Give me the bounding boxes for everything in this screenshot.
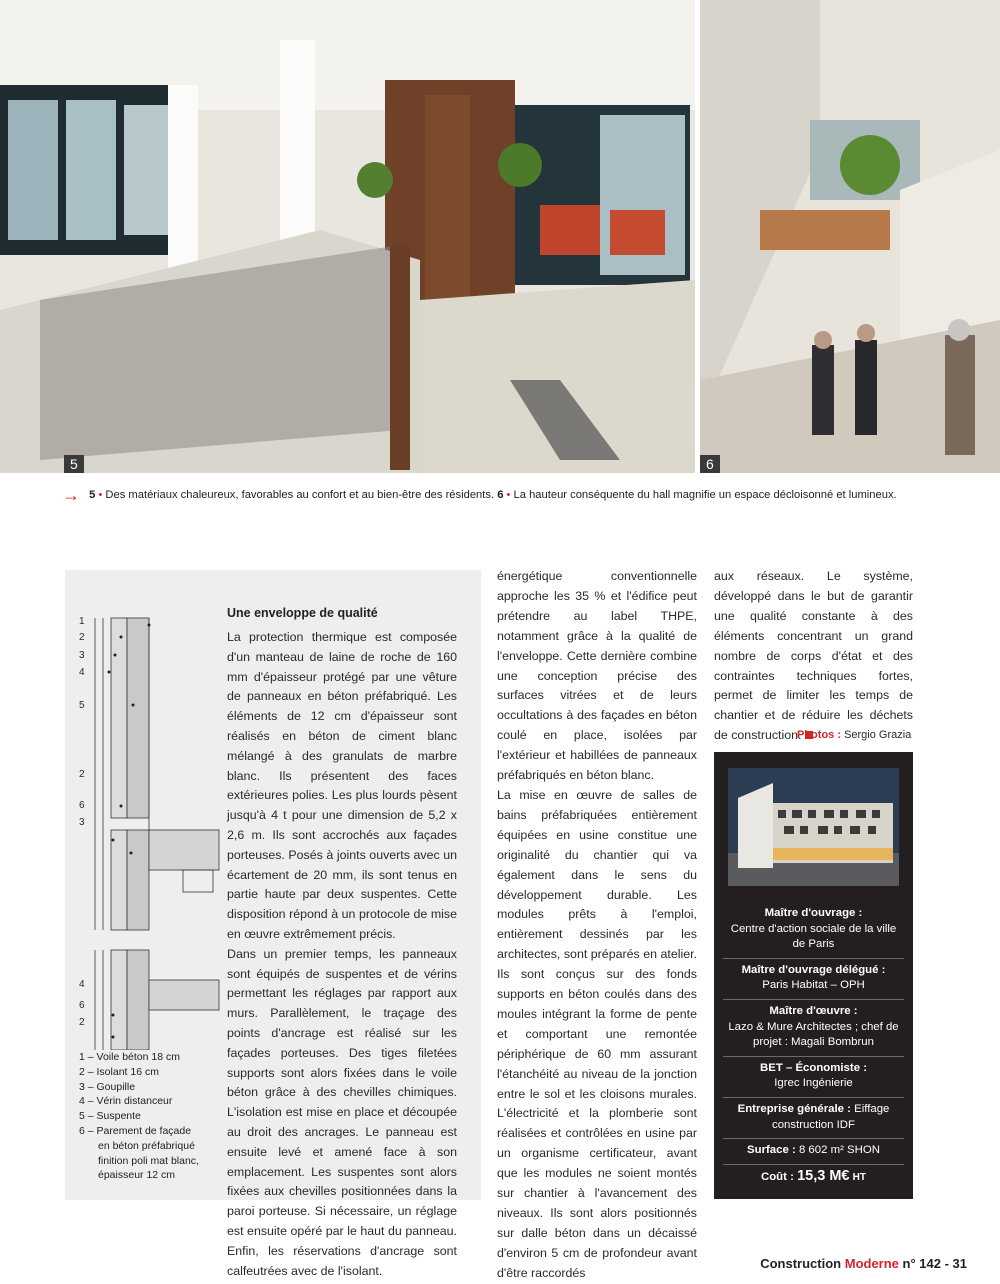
bullet-dot-icon: • bbox=[98, 489, 103, 501]
credit-label: Photos : bbox=[797, 729, 841, 741]
project-info-list bbox=[723, 902, 904, 1190]
info-bet-economiste bbox=[723, 1057, 904, 1098]
photo-number-6: 6 bbox=[700, 455, 720, 473]
info-maitre-ouvrage bbox=[723, 902, 904, 959]
caption-number-5: 5 bbox=[89, 489, 96, 501]
legend-item: 6 – Parement de façade bbox=[79, 1124, 192, 1137]
caption-text-6: La hauteur conséquente du hall magnifie un espace décloisonné et lumineux. bbox=[513, 489, 897, 501]
footer-magazine-b: Moderne bbox=[844, 1256, 899, 1271]
legend-item: 5 – Suspente bbox=[79, 1110, 141, 1123]
diagram-label: 6 bbox=[79, 1000, 85, 1011]
info-label: Entreprise générale : bbox=[737, 1102, 851, 1115]
photo-5-interior-hall bbox=[0, 0, 695, 473]
article-paragraph: énergétique conventionnelle approche les 35 % et l'édifice peut prétendre au label THPE, notamment grâce à la qualité de l'enveloppe. Cette dernière combine une conception précise des surfaces vitrées et de leurs occultations à des façades en béton coulé en place, isolées par l'extérieur et habillées de panneaux préfabriqués en béton blanc. bbox=[497, 569, 697, 783]
diagram-label: 4 bbox=[79, 667, 85, 678]
info-value: Centre d'action sociale de la ville de Paris bbox=[730, 922, 897, 951]
diagram-label: 5 bbox=[79, 700, 85, 711]
info-label: Maître d'œuvre : bbox=[769, 1004, 858, 1017]
diagram-label: 2 bbox=[79, 769, 85, 780]
legend-item: 3 – Goupille bbox=[79, 1080, 136, 1093]
legend-item: 2 – Isolant 16 cm bbox=[79, 1065, 159, 1078]
photo-6-atrium bbox=[700, 0, 1000, 473]
footer-magazine-a: Construction bbox=[760, 1256, 842, 1271]
diagram-legend bbox=[79, 1050, 219, 1183]
diagram-label: 6 bbox=[79, 800, 85, 811]
diagram-label: 4 bbox=[79, 979, 85, 990]
credit-name: Sergio Grazia bbox=[844, 729, 912, 741]
box-paragraph: La protection thermique est composée d'un manteau de laine de roche de 160 mm d'épaisseur protégé par une vêture de panneaux en béton préfabriqué. Les éléments de 12 cm d'épaisseur sont réalisés en béton de ciment blanc mélangé à des granulats de marbre blanc. Ils présentent des faces extérieures polies. Les plus lourds pèsent jusqu'à 4 t pour une dimension de 5,2 x 2,6 m. Ils sont accrochés aux façades porteuses. Posés à joints ouverts avec un écartement de 20 mm, ils sont tenus en partie haute par deux suspentes. Cette disposition répond à un protocole de mise en œuvre extrêmement précis. bbox=[227, 630, 457, 941]
legend-item: 1 – Voile béton 18 cm bbox=[79, 1051, 180, 1063]
info-label: Coût : bbox=[761, 1170, 794, 1183]
diagram-label: 2 bbox=[79, 632, 85, 643]
photo-number-5: 5 bbox=[64, 455, 84, 473]
building-photo bbox=[728, 768, 899, 886]
project-info-card bbox=[714, 752, 913, 1199]
article-column-1 bbox=[497, 567, 697, 1284]
info-value: 8 602 m² SHON bbox=[798, 1144, 880, 1157]
photo-caption bbox=[62, 487, 982, 503]
legend-item: épaisseur 12 cm bbox=[98, 1169, 176, 1182]
legend-item: 4 – Vérin distanceur bbox=[79, 1095, 173, 1108]
info-maitre-oeuvre bbox=[723, 1000, 904, 1057]
photo-credit bbox=[797, 729, 911, 741]
info-value: Eiffage construction IDF bbox=[772, 1102, 890, 1131]
info-value: 15,3 M€ bbox=[797, 1167, 850, 1184]
arrow-right-icon: → bbox=[62, 485, 80, 505]
box-paragraph: Dans un premier temps, les panneaux sont équipés de suspentes et de vérins permettant les réglages par rapport aux murs. Parallèlement, le traçage des points d'ancrage est réalisé sur les façades porteuses. Des tiges filetées supports sont alors fixées dans le voile béton grâce à des chevilles chimiques. L'isolation est mise en place et découpée au droit des ancrages. Le panneau est ensuite levé et amené face à son emplacement. Les suspentes sont alors fixées aux chevilles positionnées dans la paroi porteuse. Si nécessaire, un réglage est ensuite opéré par le haut du panneau. Enfin, les réservations d'ancrage sont calfeutrées avec de l'isolant. bbox=[227, 946, 457, 1278]
diagram-label: 2 bbox=[79, 1017, 85, 1028]
info-label: Maître d'ouvrage : bbox=[764, 907, 863, 919]
article-paragraph: La mise en œuvre de salles de bains préfabriquées entièrement équipées en usine constitue une originalité du chantier qui va également dans le sens du développement durable. Les modules prêts à l'emploi, entièrement dessinés par les architectes, sont préparés en atelier. Ils sont conçus sur des fonds supports en béton coulés dans des moules intégrant la forme de pente et comportant une remontée périphérique de 60 mm assurant l'étanchéité au niveau de la jonction entre le sol et les cloisons murales. L'électricité et la plomberie sont réalisées et contrôlées en usine par un organisme certificateur, avant que les modules ne soient montés sur chantier à l'avancement des niveaux. Ils sont alors positionnés sur dalle béton dans un décaissé d'environ 5 cm de profondeur avant d'être raccordés bbox=[497, 787, 697, 1280]
caption-text-5: Des matériaux chaleureux, favorables au confort et au bien-être des résidents. bbox=[105, 489, 495, 501]
diagram-label: 3 bbox=[79, 650, 85, 661]
info-surface bbox=[723, 1139, 904, 1165]
box-body bbox=[227, 628, 457, 1281]
info-value: Lazo & Mure Architectes ; chef de projet : Magali Bombrun bbox=[728, 1020, 899, 1049]
info-entreprise-generale bbox=[723, 1098, 904, 1139]
info-value: Igrec Ingénierie bbox=[774, 1077, 853, 1090]
box-title: Une enveloppe de qualité bbox=[227, 606, 378, 620]
article-paragraph bbox=[714, 567, 913, 746]
diagram-label: 3 bbox=[79, 817, 85, 828]
info-cout bbox=[723, 1165, 904, 1191]
info-value: Paris Habitat – OPH bbox=[762, 979, 865, 992]
article-column-2 bbox=[714, 567, 913, 746]
caption-number-6: 6 bbox=[497, 489, 504, 501]
info-label: BET – Économiste : bbox=[760, 1061, 867, 1074]
page-footer bbox=[760, 1256, 967, 1271]
diagram-label: 1 bbox=[79, 616, 85, 627]
article-paragraph-text: aux réseaux. Le système, développé dans le but de garantir une qualité constante à des éléments concentrant un grand nombre de corps d'état et des contraintes techniques fortes, permet de limiter les temps de chantier et de réduire les déchets de construction. bbox=[714, 569, 913, 743]
info-label: Surface : bbox=[747, 1144, 796, 1157]
facade-section-diagram bbox=[73, 600, 223, 1050]
footer-issue-page: n° 142 - 31 bbox=[902, 1256, 967, 1271]
bullet-dot-icon: • bbox=[506, 489, 511, 501]
legend-item: en béton préfabriqué bbox=[98, 1139, 195, 1152]
info-label: Maître d'ouvrage délégué : bbox=[741, 963, 886, 976]
info-maitre-ouvrage-delegue bbox=[723, 959, 904, 1000]
technical-sidebar-box bbox=[65, 570, 481, 1278]
info-suffix: HT bbox=[852, 1171, 866, 1183]
legend-item: finition poli mat blanc, bbox=[98, 1154, 199, 1167]
